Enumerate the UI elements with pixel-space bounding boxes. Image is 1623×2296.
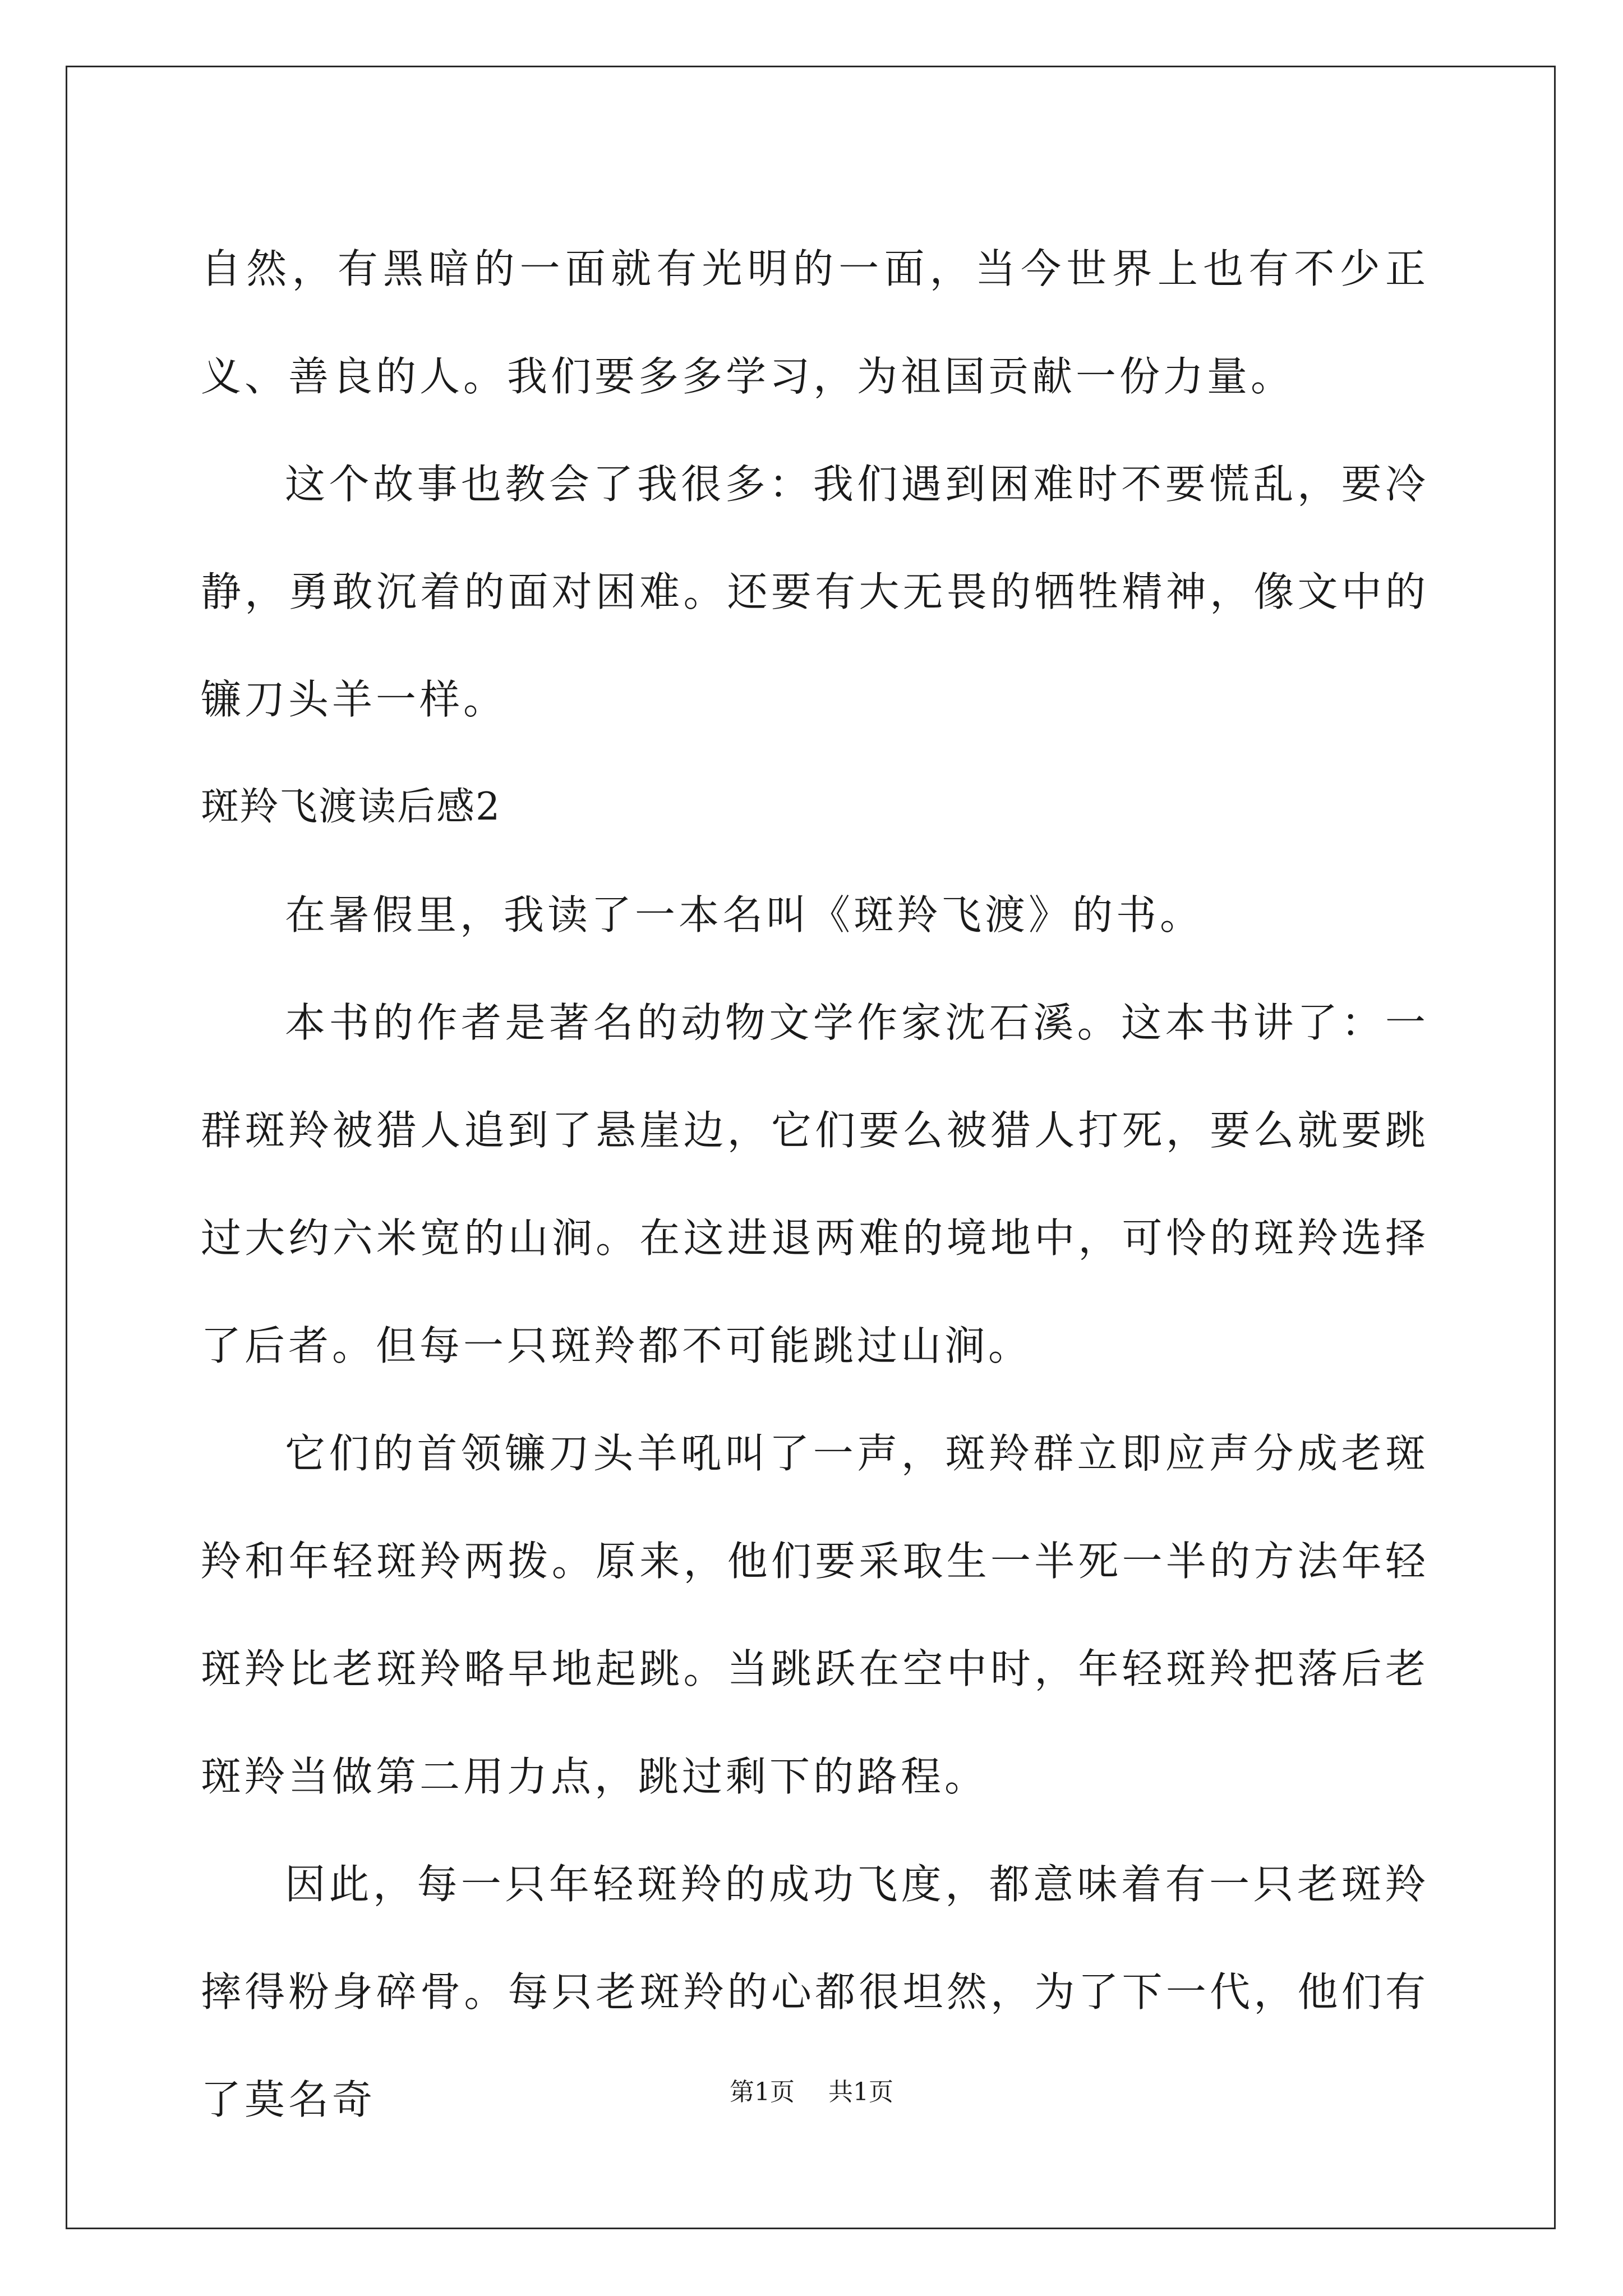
paragraph: 在暑假里，我读了一本名叫《斑羚飞渡》的书。 bbox=[285, 891, 1204, 938]
section-heading: 斑羚飞渡读后感2 bbox=[201, 785, 501, 829]
paragraph: 本书的作者是著名的动物文学作家沈石溪。这本书讲了：一群斑羚被猎人追到了悬崖边，它们要么被猎人打死，要么就要跳过大约六米宽的山涧。在这进退两难的境地中，可怜的斑羚选择了后者。但每一只斑羚都不可能跳过山涧。 bbox=[201, 999, 1429, 1369]
page-number: 第1页 bbox=[730, 2078, 795, 2106]
paragraph: 自然，有黑暗的一面就有光明的一面，当今世界上也有不少正义、善良的人。我们要多多学习，为祖国贡献一份力量。 bbox=[201, 245, 1429, 400]
paragraph: 它们的首领镰刀头羊吼叫了一声，斑羚群立即应声分成老斑羚和年轻斑羚两拨。原来，他们要采取生一半死一半的方法年轻斑羚比老斑羚略早地起跳。当跳跃在空中时，年轻斑羚把落后老斑羚当做第二用力点，跳过剩下的路程。 bbox=[201, 1430, 1429, 1800]
paragraph: 这个故事也教会了我很多：我们遇到困难时不要慌乱，要冷静，勇敢沉着的面对困难。还要有大无畏的牺牲精神，像文中的镰刀头羊一样。 bbox=[201, 461, 1429, 723]
page-total: 共1页 bbox=[828, 2078, 893, 2106]
page-footer bbox=[0, 2076, 1623, 2109]
paragraph: 因此，每一只年轻斑羚的成功飞度，都意味着有一只老斑羚摔得粉身碎骨。每只老斑羚的心都很坦然，为了下一代，他们有了莫名奇 bbox=[201, 1861, 1429, 2123]
document-body bbox=[201, 215, 1429, 2154]
